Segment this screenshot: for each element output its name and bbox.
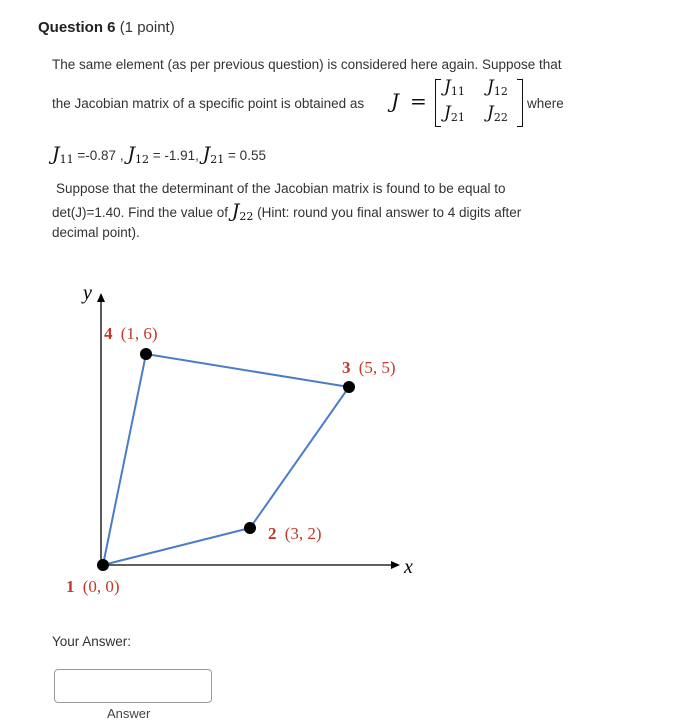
- values-separator: ,: [119, 148, 124, 163]
- j22-symbol: $J_{22}$: [231, 200, 254, 223]
- x-axis-arrow-icon: [391, 561, 400, 569]
- j11-symbol: $J_{11}$: [52, 143, 74, 166]
- matrix-cell-j12: $J_{12}$: [487, 77, 508, 98]
- para2-text-a: det(J)=1.40. Find the value of: [52, 205, 228, 220]
- x-axis-label: x: [404, 556, 413, 578]
- node-3: [343, 381, 355, 393]
- matrix-cell-j22: $J_{22}$: [487, 103, 508, 124]
- j12-value: = -1.91,: [152, 148, 199, 163]
- node-2: [244, 522, 256, 534]
- j12-symbol: $J_{12}$: [127, 143, 149, 166]
- question-text-para2-line3: decimal point).: [52, 225, 140, 240]
- j21-symbol: $J_{21}$: [202, 143, 225, 166]
- node-2-label: 2 (3, 2): [268, 524, 322, 543]
- j11-value: =-0.87: [77, 148, 117, 163]
- question-points: (1 point): [119, 19, 175, 36]
- node-4-label: 4 (1, 6): [104, 324, 158, 343]
- question-text-where: where: [527, 96, 564, 111]
- question-text-line2: the Jacobian matrix of a specific point is obtained as: [52, 96, 365, 111]
- answer-caption: Answer: [107, 706, 151, 721]
- jacobian-symbol: J: [391, 89, 400, 113]
- equals-sign: =: [410, 89, 427, 113]
- question-number: Question 6: [38, 19, 116, 36]
- matrix-cell-j21: $J_{21}$: [444, 103, 465, 124]
- y-axis-label: y: [83, 282, 92, 304]
- matrix-cell-j11: $J_{11}$: [444, 77, 465, 98]
- answer-prompt: Your Answer:: [52, 634, 132, 649]
- node-4: [140, 348, 152, 360]
- question-text-para2-line1: Suppose that the determinant of the Jacobian matrix is found to be equal to: [56, 181, 506, 196]
- node-1-label: 1 (0, 0): [66, 577, 120, 596]
- y-axis-arrow-icon: [97, 293, 105, 302]
- node-3-label: 3 (5, 5): [342, 358, 396, 377]
- node-1: [97, 559, 109, 571]
- j21-value: = 0.55: [228, 148, 266, 163]
- answer-input[interactable]: [54, 669, 212, 703]
- para2-text-b: (Hint: round you final answer to 4 digits after: [257, 205, 522, 220]
- question-text-line1: The same element (as per previous question) is considered here again. Suppose that: [52, 57, 562, 72]
